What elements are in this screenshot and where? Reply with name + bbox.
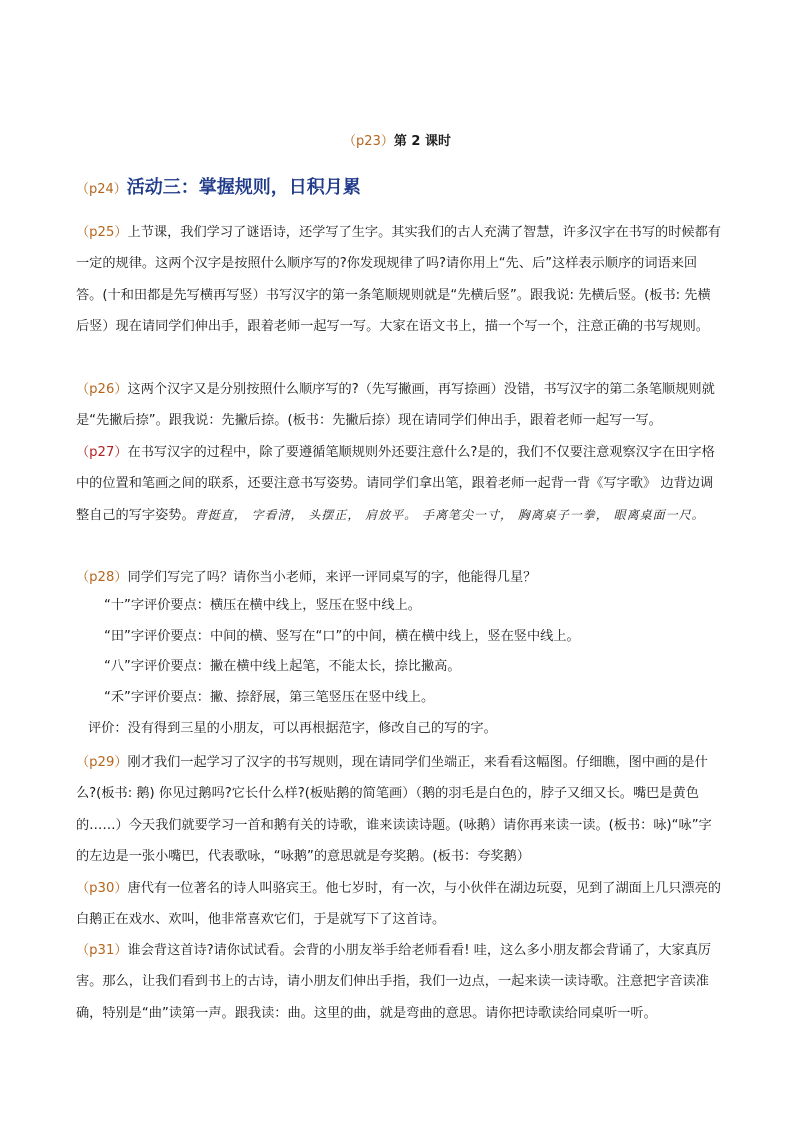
paragraph-text: 这两个汉字又是分别按照什么顺序写的?（先写撇画，再写捺画）没错，书写汉字的第二条笔顺规则就是“先撇后捺”。跟我说：先撇后捺。(板书：先撇后捺）现在请同学们伸出手，跟着老师一起写一写。 bbox=[76, 382, 715, 429]
activity-title: 活动三：掌握规则，日积月累 bbox=[126, 177, 361, 198]
writing-song-poem: 背挺直， 字看清， 头摆正， 肩放平。 手离笔尖一寸， 胸离桌子一拳， 眼离桌面一尺。 bbox=[194, 507, 705, 522]
page-tag: （p30） bbox=[76, 881, 128, 896]
page-tag: （p23） bbox=[343, 134, 394, 149]
page-tag: （p26） bbox=[76, 382, 128, 397]
paragraph-text: 在书写汉字的过程中，除了要遵循笔顺规则外还要注意什么?是的，我们不仅要注意观察汉字在田字格中的位置和笔画之间的联系，还要注意书写姿势。请同学们拿出笔，跟着老师一起背一背《写字歌》 边背边调整自己的写字姿势。 bbox=[76, 445, 715, 523]
paragraph-text: 上节课，我们学习了谜语诗，还学写了生字。其实我们的古人充满了智慧，许多汉字在书写的时候都有一定的规律。这两个汉字是按照什么顺序写的?你发现规律了吗?请你用上“先、后”这样表示顺序的词语来回答。(十和田都是先写横再写竖）书写汉字的第一条笔顺规则就是“先横后竖”。跟我说: 先横后竖。(板书: 先横后竖）现在请同学们伸出手，跟着老师一起写一写。大家在语文书上，描一个写一个，注意正确的书写规则。 bbox=[76, 225, 721, 335]
paragraph-p30 bbox=[76, 873, 722, 936]
lesson-title-text: 第 2 课时 bbox=[393, 134, 451, 149]
paragraph-p31 bbox=[76, 935, 722, 1029]
page-tag: （p25） bbox=[76, 225, 128, 240]
page-tag: （p28） bbox=[76, 570, 128, 585]
paragraph-p26 bbox=[76, 374, 722, 437]
page-tag: （p24） bbox=[76, 182, 127, 197]
paragraph-p27 bbox=[76, 437, 722, 531]
paragraph-text: 唐代有一位著名的诗人叫骆宾王。他七岁时，有一次，与小伙伴在湖边玩耍，见到了湖面上几只漂亮的白鹅正在戏水、欢叫，他非常喜欢它们，于是就写下了这首诗。 bbox=[76, 881, 721, 928]
paragraph-p28 bbox=[76, 562, 722, 593]
page-tag: （p27） bbox=[76, 445, 128, 460]
paragraph-text: 刚才我们一起学习了汉字的书写规则，现在请同学们坐端正，来看看这幅图。仔细瞧，图中画的是什么?(板书: 鹅) 你见过鹅吗?它长什么样?(板贴鹅的简笔画）（鹅的羽毛是白色的，脖子又细又长。嘴巴是黄色的……）今天我们就要学习一首和鹅有关的诗歌，谁来读读诗题。(咏鹅）请你再来读一读。(板书：咏)“咏”字的左边是一张小嘴巴，代表歌咏，“咏鹅”的意思就是夸奖鹅。(板书：夸奖鹅） bbox=[76, 755, 712, 865]
paragraph-text: 同学们写完了吗？请你当小老师，来评一评同桌写的字，他能得几星？ bbox=[127, 570, 537, 585]
page-tag: （p29） bbox=[76, 755, 128, 770]
evaluation-summary: 评价：没有得到三星的小朋友，可以再根据范字，修改自己的写的字。 bbox=[88, 721, 497, 736]
lesson-title bbox=[0, 132, 794, 152]
evaluation-item: “十”字评价要点：横压在横中线上，竖压在竖中线上。 bbox=[104, 598, 421, 613]
paragraph-p29 bbox=[76, 747, 722, 873]
evaluation-item: “八”字评价要点：撇在横中线上起笔，不能太长，捺比撇高。 bbox=[104, 659, 461, 674]
activity-heading bbox=[76, 175, 361, 203]
evaluation-item: “禾”字评价要点：撇、捺舒展，第三笔竖压在竖中线上。 bbox=[104, 690, 435, 705]
paragraph-text: 谁会背这首诗?请你试试看。会背的小朋友举手给老师看看! 哇，这么多小朋友都会背诵了，大家真厉害。那么，让我们看到书上的古诗，请小朋友们伸出手指，我们一边点，一起来读一读诗歌。注意把字音读准确，特别是“曲”读第一声。跟我读：曲。这里的曲，就是弯曲的意思。请你把诗歌读给同桌听一听。 bbox=[76, 943, 712, 1021]
page-tag: （p31） bbox=[76, 943, 128, 958]
paragraph-p25 bbox=[76, 217, 722, 343]
evaluation-item: “田”字评价要点：中间的横、竖写在“口”的中间，横在横中线上，竖在竖中线上。 bbox=[104, 629, 580, 644]
